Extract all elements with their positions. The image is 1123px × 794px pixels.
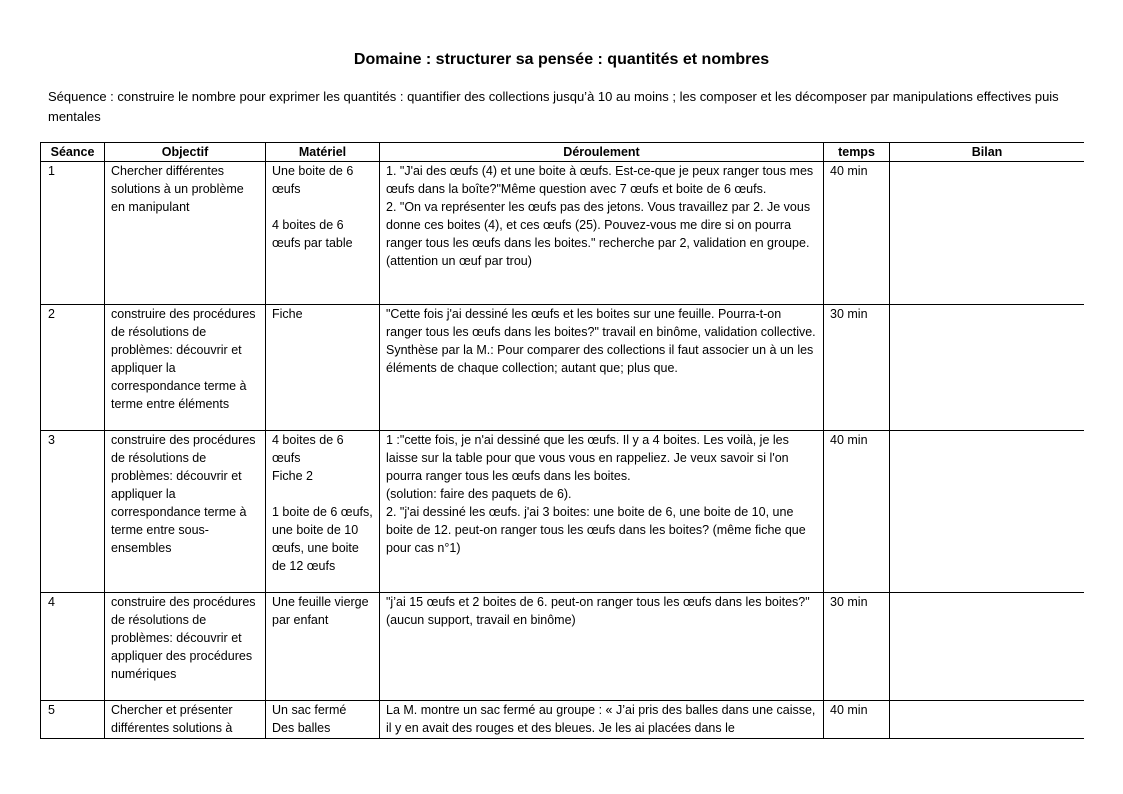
sequence-description: Séquence : construire le nombre pour exprimer les quantités : quantifier des collections jusqu’à 10 au moins ; les composer et les décomposer par manipulations effectives puis mentales <box>48 89 1059 124</box>
cell-temps: 40 min <box>824 431 890 593</box>
column-header-seance: Séance <box>41 143 105 162</box>
cell-objectif: construire des procédures de résolutions de problèmes: découvrir et appliquer la correspondance terme à terme entre éléments <box>105 305 266 431</box>
cell-deroulement: 1 :"cette fois, je n'ai dessiné que les œufs. Il y a 4 boites. Les voilà, je les laisse sur la table pour que vous vous en rappeliez. Je veux savoir si l'on pourra ranger tous les œufs dans les boites. (solution: faire des paquets de 6). 2. "j'ai dessiné les œufs. j'ai 3 boites: une boite de 6, une boite de 10, une boite de 12. peut-on ranger tous les œufs dans les boites? (même fiche que pour cas n°1) <box>380 431 824 593</box>
cell-bilan <box>890 162 1085 305</box>
cell-seance: 5 <box>41 701 105 740</box>
cell-temps: 30 min <box>824 305 890 431</box>
cell-objectif: Chercher différentes solutions à un problème en manipulant <box>105 162 266 305</box>
lesson-table-container <box>40 142 1084 739</box>
cell-bilan <box>890 593 1085 701</box>
cell-temps: 40 min <box>824 162 890 305</box>
cell-seance: 3 <box>41 431 105 593</box>
cell-materiel: Une boite de 6 œufs 4 boites de 6 œufs par table <box>266 162 380 305</box>
column-header-objectif: Objectif <box>105 143 266 162</box>
column-header-deroulement: Déroulement <box>380 143 824 162</box>
column-header-temps: temps <box>824 143 890 162</box>
cell-deroulement: "Cette fois j'ai dessiné les œufs et les boites sur une feuille. Pourra-t-on ranger tous les œufs dans les boites?" travail en binôme, validation collective. Synthèse par la M.: Pour comparer des collections il faut associer un à un les éléments de chaque collection; autant que; plus que. <box>380 305 824 431</box>
table-row <box>41 431 1085 593</box>
cell-seance: 4 <box>41 593 105 701</box>
cell-deroulement: La M. montre un sac fermé au groupe : « J’ai pris des balles dans une caisse, il y en avait des rouges et des bleues. Je les ai placées dans le <box>380 701 824 740</box>
cell-seance: 1 <box>41 162 105 305</box>
cell-deroulement: 1. "J'ai des œufs (4) et une boite à œufs. Est-ce-que je peux ranger tous mes œufs dans la boîte?"Même question avec 7 œufs et boite de 6 œufs. 2. "On va représenter les œufs pas des jetons. Vous travaillez par 2. Je vous donne ces boites (4), et ces œufs (25). Pouvez-vous me dire si on pourra ranger tous les œufs dans les boites." recherche par 2, validation en groupe. (attention un œuf par trou) <box>380 162 824 305</box>
table-header-row <box>41 143 1085 162</box>
cell-bilan <box>890 431 1085 593</box>
cell-seance: 2 <box>41 305 105 431</box>
cell-materiel: Un sac fermé Des balles <box>266 701 380 740</box>
table-row <box>41 305 1085 431</box>
table-row <box>41 701 1085 740</box>
table-row <box>41 593 1085 701</box>
cell-objectif: Chercher et présenter différentes solutions à <box>105 701 266 740</box>
cell-materiel: Une feuille vierge par enfant <box>266 593 380 701</box>
cell-bilan <box>890 701 1085 740</box>
cell-objectif: construire des procédures de résolutions de problèmes: découvrir et appliquer la correspondance terme à terme entre sous-ensembles <box>105 431 266 593</box>
column-header-materiel: Matériel <box>266 143 380 162</box>
cell-materiel: 4 boites de 6 œufs Fiche 2 1 boite de 6 œufs, une boite de 10 œufs, une boite de 12 œufs <box>266 431 380 593</box>
column-header-bilan: Bilan <box>890 143 1085 162</box>
cell-temps: 40 min <box>824 701 890 740</box>
cell-deroulement: "j’ai 15 œufs et 2 boites de 6. peut-on ranger tous les œufs dans les boites?" (aucun support, travail en binôme) <box>380 593 824 701</box>
table-row <box>41 162 1085 305</box>
cell-materiel: Fiche <box>266 305 380 431</box>
page-title: Domaine : structurer sa pensée : quantités et nombres <box>353 51 770 68</box>
cell-objectif: construire des procédures de résolutions de problèmes: découvrir et appliquer des procédures numériques <box>105 593 266 701</box>
lesson-table <box>40 142 1084 739</box>
cell-bilan <box>890 305 1085 431</box>
cell-temps: 30 min <box>824 593 890 701</box>
